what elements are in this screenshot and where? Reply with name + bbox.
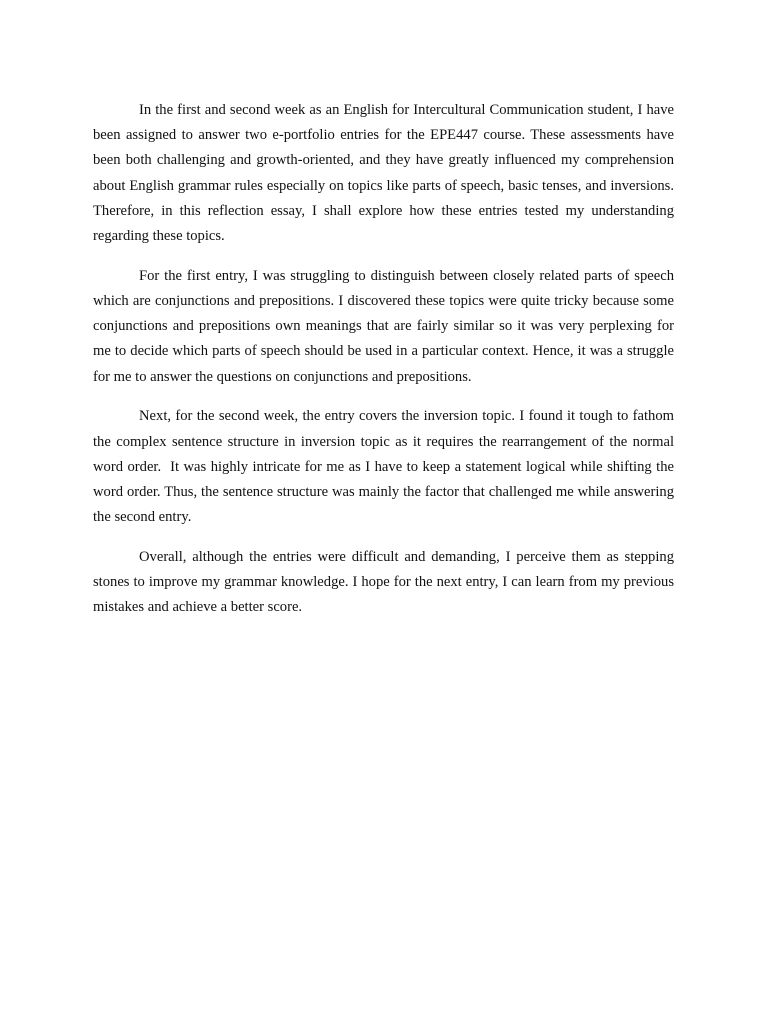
paragraph-second-entry: Next, for the second week, the entry covers the inversion topic. I found it tough to fathom the complex sentence structure in inversion topic as it requires the rearrangement of the normal word order. It was highly intricate for me as I have to keep a statement logical while shifting the word order. Thus, the sentence structure was mainly the factor that challenged me while answering the second entry. (93, 408, 678, 526)
essay-body (93, 98, 678, 635)
paragraph-introduction: In the first and second week as an English for Intercultural Communication student, I have been assigned to answer two e-portfolio entries for the EPE447 course. These assessments have been both challenging and growth-oriented, and they have greatly influenced my comprehension about English grammar rules especially on topics like parts of speech, basic tenses, and inversions. Therefore, in this reflection essay, I shall explore how these entries tested my understanding regarding these topics. (93, 102, 678, 245)
paragraph-conclusion: Overall, although the entries were difficult and demanding, I perceive them as stepping stones to improve my grammar knowledge. I hope for the next entry, I can learn from my previous mistakes and achieve a better score. (93, 549, 678, 616)
paragraph-first-entry: For the first entry, I was struggling to distinguish between closely related parts of speech which are conjunctions and prepositions. I discovered these topics were quite tricky because some conjunctions and prepositions own meanings that are fairly similar so it was very perplexing for me to decide which parts of speech should be used in a particular context. Hence, it was a struggle for me to answer the questions on conjunctions and prepositions. (93, 267, 678, 385)
